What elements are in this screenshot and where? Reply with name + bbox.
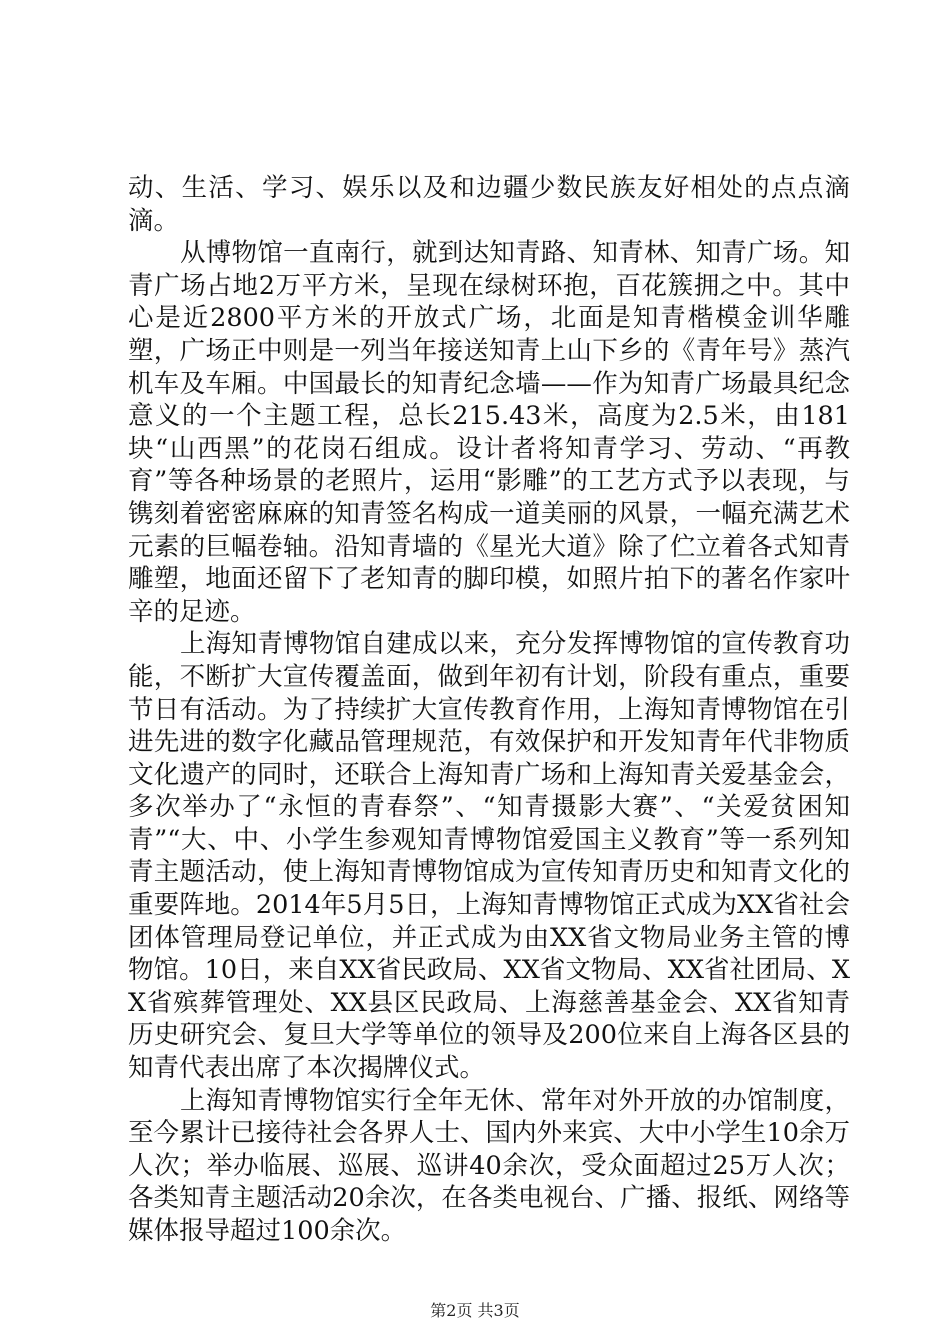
document-body — [128, 172, 850, 1248]
paragraph-museum-statistics: 上海知青博物馆实行全年无休、常年对外开放的办馆制度，至今累计已接待社会各界人士、国内外来宾、大中小学生10余万人次；举办临展、巡展、巡讲40余次，受众面超过25万人次；各类知青主题活动20余次，在各类电视台、广播、报纸、网络等媒体报导超过100余次。 — [128, 1085, 850, 1246]
paragraph-zhiqing-square: 从博物馆一直南行，就到达知青路、知青林、知青广场。知青广场占地2万平方米，呈现在绿树环抱，百花簇拥之中。其中心是近2800平方米的开放式广场，北面是知青楷模金训华雕塑，广场正中则是一列当年接送知青上山下乡的《青年号》蒸汽机车及车厢。中国最长的知青纪念墙——作为知青广场最具纪念意义的一个主题工程，总长215.43米，高度为2.5米，由181块“山西黑”的花岗石组成。设计者将知青学习、劳动、“再教育”等各种场景的老照片，运用“影雕”的工艺方式予以表现，与镌刻着密密麻麻的知青签名构成一道美丽的风景，一幅充满艺术元素的巨幅卷轴。沿知青墙的《星光大道》除了伫立着各式知青雕塑，地面还留下了老知青的脚印模，如照片拍下的著名作家叶辛的足迹。 — [128, 238, 850, 627]
page-number-footer: 第2页 共3页 — [430, 1301, 520, 1320]
paragraph-continuation: 动、生活、学习、娱乐以及和边疆少数民族友好相处的点点滴滴。 — [128, 173, 850, 236]
paragraph-museum-activities: 上海知青博物馆自建成以来，充分发挥博物馆的宣传教育功能，不断扩大宣传覆盖面，做到年初有计划，阶段有重点，重要节日有活动。为了持续扩大宣传教育作用，上海知青博物馆在引进先进的数字化藏品管理规范，有效保护和开发知青年代非物质文化遗产的同时，还联合上海知青广场和上海知青关爱基金会，多次举办了“永恒的青春祭”、“知青摄影大赛”、“关爱贫困知青”“大、中、小学生参观知青博物馆爱国主义教育”等一系列知青主题活动，使上海知青博物馆成为宣传知青历史和知青文化的重要阵地。2014年5月5日，上海知青博物馆正式成为XX省社会团体管理局登记单位，并正式成为由XX省文物局业务主管的博物馆。10日，来自XX省民政局、XX省文物局、XX省社团局、XX省殡葬管理处、XX县区民政局、上海慈善基金会、XX省知青历史研究会、复旦大学等单位的领导及200位来自上海各区县的知青代表出席了本次揭牌仪式。 — [128, 629, 850, 1084]
